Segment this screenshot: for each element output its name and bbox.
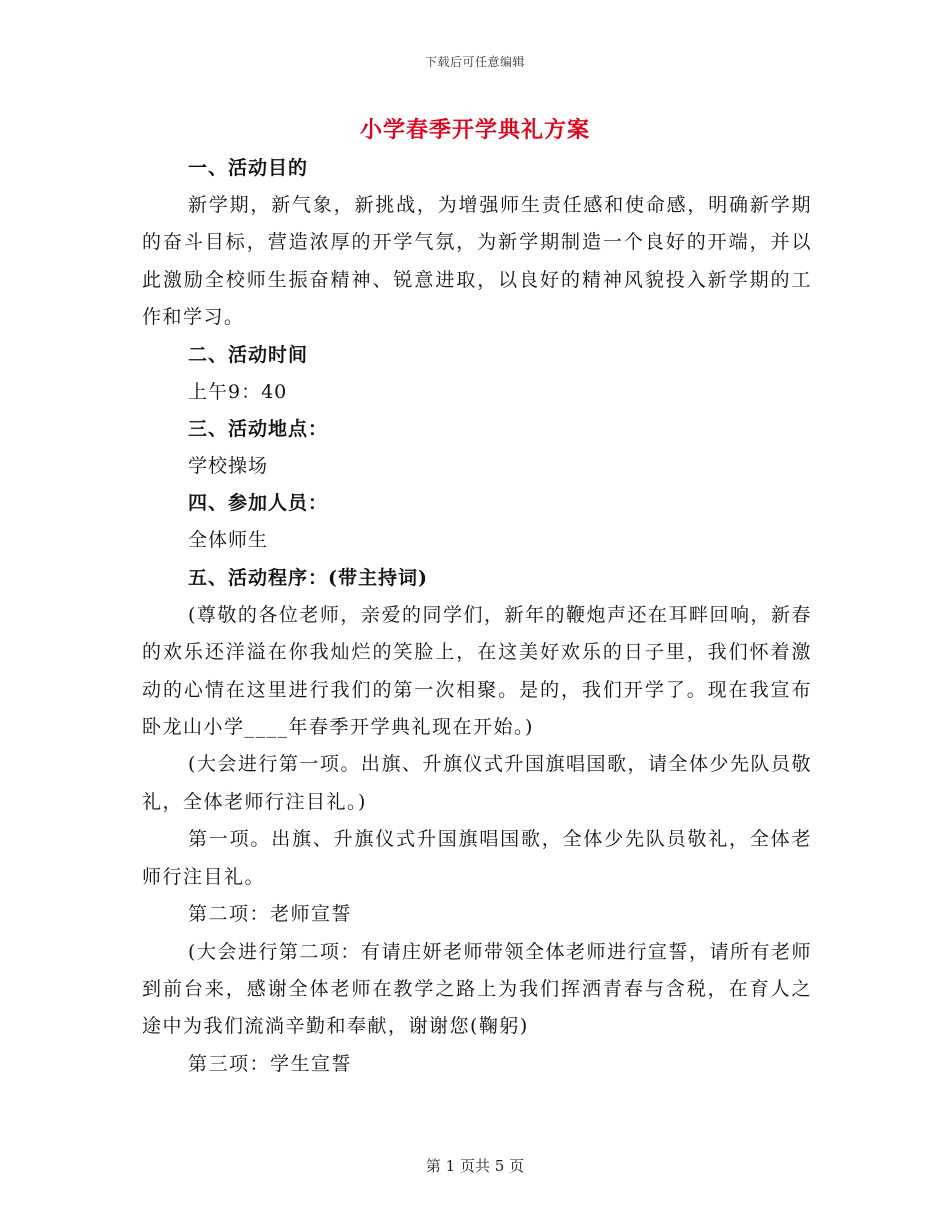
procedure-paragraph: (大会进行第一项。出旗、升旗仪式升国旗唱国歌，请全体少先队员敬礼，全体老师行注目礼。) — [142, 753, 812, 813]
procedure-paragraph: (尊敬的各位老师，亲爱的同学们，新年的鞭炮声还在耳畔回响，新春的欢乐还洋溢在你我灿烂的笑脸上，在这美好欢乐的日子里，我们怀着激动的心情在这里进行我们的第一次相聚。是的，我们开学了。现在我宣布卧龙山小学____年春季开学典礼现在开始。) — [142, 603, 812, 739]
document-title: 小学春季开学典礼方案 — [359, 117, 590, 143]
procedure-paragraph: 第三项：学生宣誓 — [188, 1052, 353, 1075]
activity-time-value: 上午9：40 — [188, 380, 288, 403]
procedure-paragraph: 第二项：老师宣誓 — [188, 903, 353, 926]
document-body — [142, 150, 812, 1083]
page-header-note: 下载后可任意编辑 — [424, 55, 525, 69]
activity-location-value: 学校操场 — [188, 455, 269, 478]
participants-value: 全体师生 — [188, 529, 269, 552]
section-heading-procedure: 五、活动程序：(带主持词) — [188, 566, 428, 589]
section-heading-time: 二、活动时间 — [188, 343, 309, 366]
page-footer-number: 第 1 页共 5 页 — [425, 1157, 525, 1175]
section-heading-location: 三、活动地点： — [188, 418, 329, 441]
procedure-paragraph: (大会进行第二项：有请庄妍老师带领全体老师进行宣誓，请所有老师到前台来，感谢全体老师在教学之路上为我们挥洒青春与含税，在育人之途中为我们流淌辛勤和奉献，谢谢您(鞠躬) — [142, 940, 812, 1038]
procedure-paragraph: 第一项。出旗、升旗仪式升国旗唱国歌，全体少先队员敬礼，全体老师行注目礼。 — [142, 828, 812, 888]
section-heading-participants: 四、参加人员： — [188, 492, 329, 515]
purpose-paragraph: 新学期，新气象，新挑战，为增强师生责任感和使命感，明确新学期的奋斗目标，营造浓厚的开学气氛，为新学期制造一个良好的开端，并以此激励全校师生振奋精神、锐意进取，以良好的精神风貌投入新学期的工作和学习。 — [142, 194, 812, 329]
section-heading-purpose: 一、活动目的 — [188, 157, 309, 179]
